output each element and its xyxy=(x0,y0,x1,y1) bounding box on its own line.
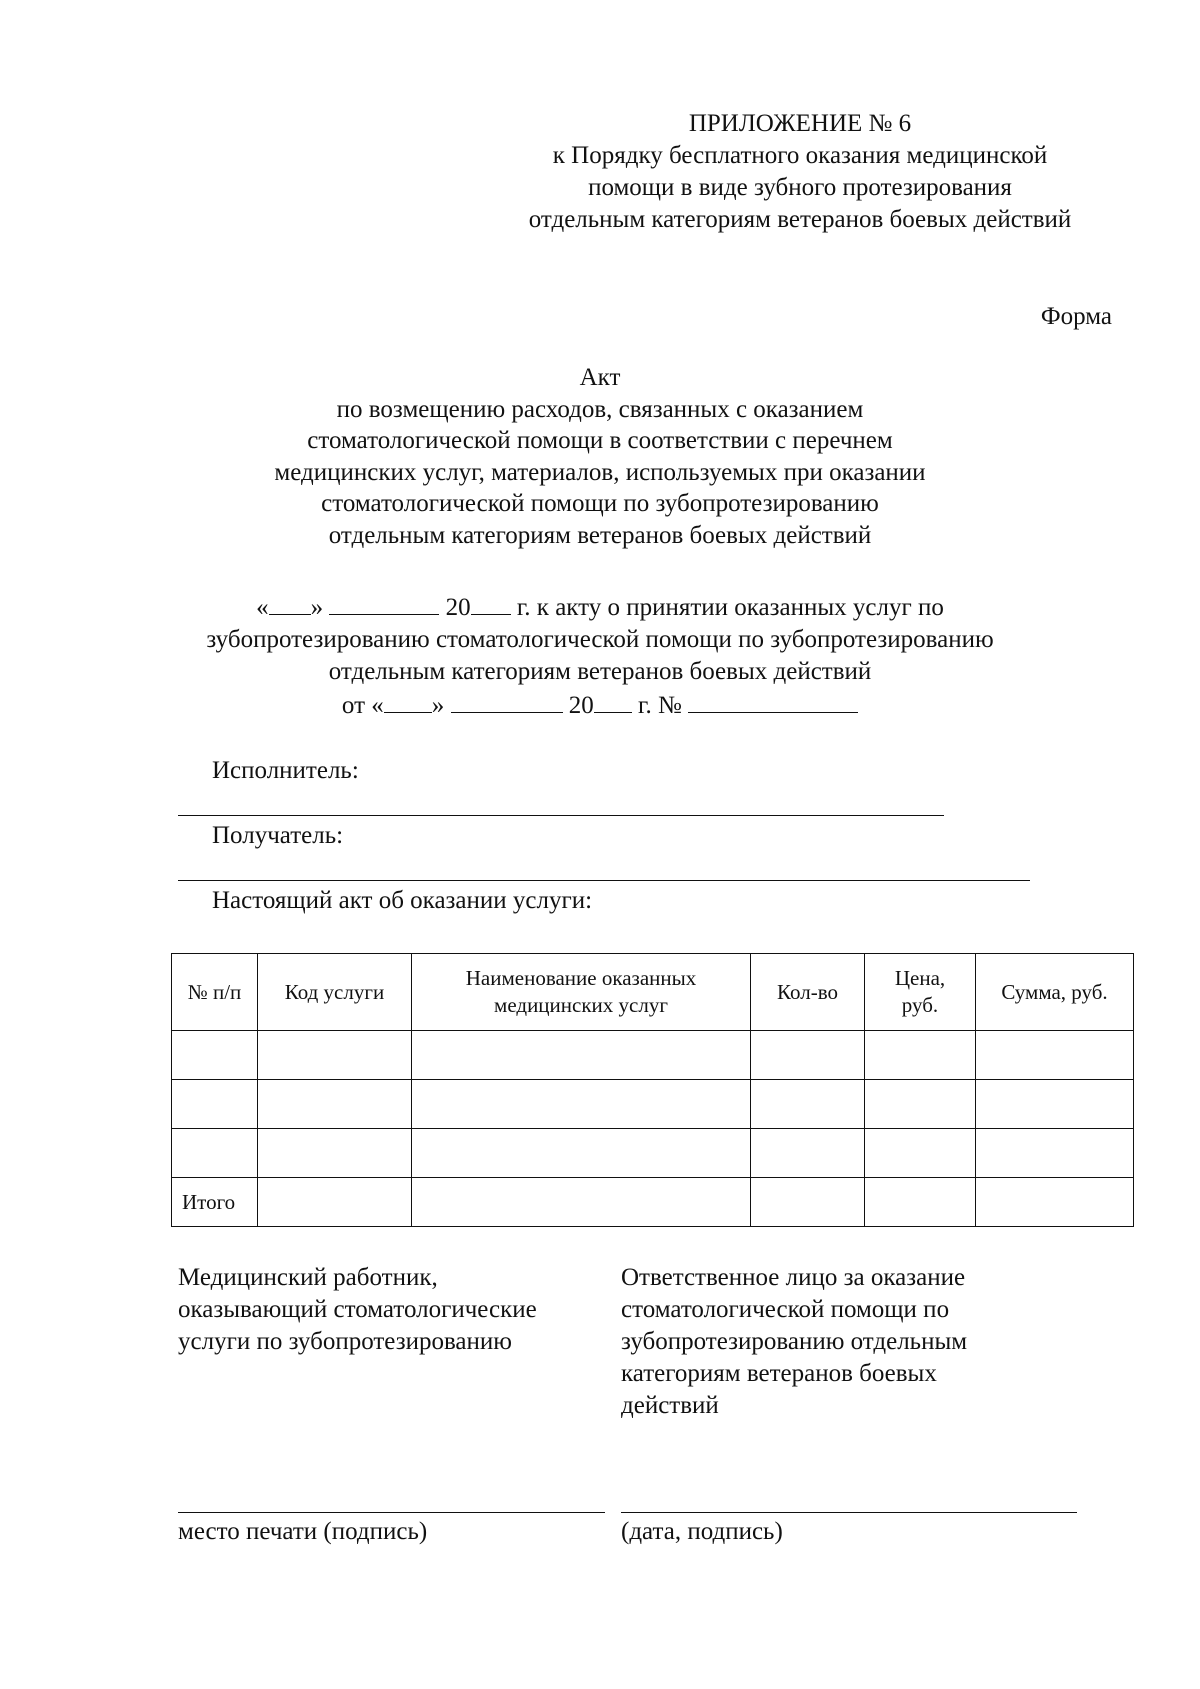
table-cell[interactable] xyxy=(412,1031,751,1080)
table-cell[interactable] xyxy=(865,1129,976,1178)
table-row xyxy=(172,1080,1134,1129)
table-cell[interactable] xyxy=(865,1080,976,1129)
table-cell[interactable] xyxy=(751,1080,865,1129)
appendix-line: к Порядку бесплатного оказания медицинской xyxy=(552,142,1048,169)
number-label: г. № xyxy=(638,692,682,719)
year-prefix: 20 xyxy=(568,692,594,719)
table-total-row xyxy=(172,1178,1134,1227)
signature-right-line: Ответственное лицо за оказание xyxy=(621,1264,966,1291)
executor-label: Исполнитель: xyxy=(212,757,359,784)
act-heading: Акт xyxy=(579,364,621,391)
table-row xyxy=(172,1129,1134,1178)
appendix-line: помощи в виде зубного протезирования xyxy=(588,174,1012,201)
table-cell[interactable] xyxy=(172,1080,258,1129)
signature-left-block xyxy=(178,1262,537,1358)
date-line-1-text: г. к акту о принятии оказанных услуг по xyxy=(516,594,944,621)
date-line-4 xyxy=(150,690,1050,722)
date-line-2: зубопротезированию стоматологической помощи по зубопротезированию xyxy=(206,626,994,653)
table-cell[interactable] xyxy=(751,1031,865,1080)
recipient-label: Получатель: xyxy=(212,822,344,849)
signature-right-caption: (дата, подпись) xyxy=(621,1518,783,1545)
year-blank[interactable] xyxy=(471,592,511,615)
table-cell[interactable] xyxy=(751,1129,865,1178)
form-label: Форма xyxy=(1040,303,1112,330)
act-service-label: Настоящий акт об оказании услуги: xyxy=(212,887,593,914)
table-cell[interactable] xyxy=(976,1178,1134,1227)
signature-right-line: стоматологической помощи по xyxy=(621,1296,950,1323)
table-cell[interactable] xyxy=(865,1031,976,1080)
appendix-line: отдельным категориям ветеранов боевых действий xyxy=(528,206,1072,233)
from-prefix: от « xyxy=(341,692,384,719)
services-table xyxy=(171,953,1134,1227)
table-cell[interactable] xyxy=(258,1080,412,1129)
day-blank[interactable] xyxy=(269,592,311,615)
col-header-sum: Сумма, руб. xyxy=(976,954,1134,1031)
signature-right-line-blank[interactable] xyxy=(621,1512,1077,1513)
table-cell[interactable] xyxy=(976,1031,1134,1080)
signature-left-caption: место печати (подпись) xyxy=(178,1518,428,1545)
date-block xyxy=(150,592,1050,722)
table-cell[interactable] xyxy=(258,1031,412,1080)
signature-right-line: зубопротезированию отдельным xyxy=(621,1328,968,1355)
table-cell[interactable] xyxy=(258,1129,412,1178)
signature-right-line: действий xyxy=(621,1392,719,1419)
date-line-3: отдельным категориям ветеранов боевых действий xyxy=(328,658,872,685)
col-header-price: Цена, руб. xyxy=(865,954,976,1031)
table-cell[interactable] xyxy=(172,1129,258,1178)
number-blank[interactable] xyxy=(688,690,858,713)
signature-left-line: оказывающий стоматологические xyxy=(178,1296,537,1323)
act-line: стоматологической помощи по зубопротезированию xyxy=(321,490,879,517)
col-header-number: № п/п xyxy=(172,954,258,1031)
table-cell[interactable] xyxy=(412,1178,751,1227)
signature-left-line-blank[interactable] xyxy=(178,1512,605,1513)
table-cell[interactable] xyxy=(412,1080,751,1129)
month-blank[interactable] xyxy=(451,690,563,713)
col-header-code: Код услуги xyxy=(258,954,412,1031)
act-line: отдельным категориям ветеранов боевых действий xyxy=(328,521,872,549)
table-cell[interactable] xyxy=(412,1129,751,1178)
table-cell[interactable] xyxy=(976,1080,1134,1129)
appendix-header xyxy=(470,108,1130,236)
open-quote: « xyxy=(256,594,269,621)
executor-line[interactable] xyxy=(178,815,944,816)
signature-right-line: категориям ветеранов боевых xyxy=(621,1360,937,1387)
table-cell[interactable] xyxy=(751,1178,865,1227)
close-quote: » xyxy=(310,594,324,621)
act-line: по возмещению расходов, связанных с оказанием xyxy=(336,395,864,423)
table-cell[interactable] xyxy=(172,1031,258,1080)
signature-left-line: услуги по зубопротезированию xyxy=(178,1328,512,1355)
appendix-title: ПРИЛОЖЕНИЕ № 6 xyxy=(688,110,912,137)
signature-right-block xyxy=(621,1262,967,1422)
month-blank[interactable] xyxy=(329,592,439,615)
act-line: медицинских услуг, материалов, используемых при оказании xyxy=(274,458,926,486)
year-blank[interactable] xyxy=(594,690,632,713)
col-header-qty: Кол-во xyxy=(751,954,865,1031)
total-label: Итого xyxy=(172,1178,258,1227)
close-quote: » xyxy=(431,692,445,719)
table-cell[interactable] xyxy=(258,1178,412,1227)
recipient-line[interactable] xyxy=(178,880,1030,881)
act-title-block xyxy=(180,362,1020,551)
table-row xyxy=(172,1031,1134,1080)
table-header-row xyxy=(172,954,1134,1031)
day-blank[interactable] xyxy=(384,690,432,713)
col-header-name: Наименование оказанных медицинских услуг xyxy=(412,954,751,1031)
table-cell[interactable] xyxy=(976,1129,1134,1178)
table-cell[interactable] xyxy=(865,1178,976,1227)
year-prefix: 20 xyxy=(445,594,471,621)
signature-left-line: Медицинский работник, xyxy=(178,1264,438,1291)
date-line-1 xyxy=(150,592,1050,624)
act-line: стоматологической помощи в соответствии с перечнем xyxy=(307,427,893,454)
